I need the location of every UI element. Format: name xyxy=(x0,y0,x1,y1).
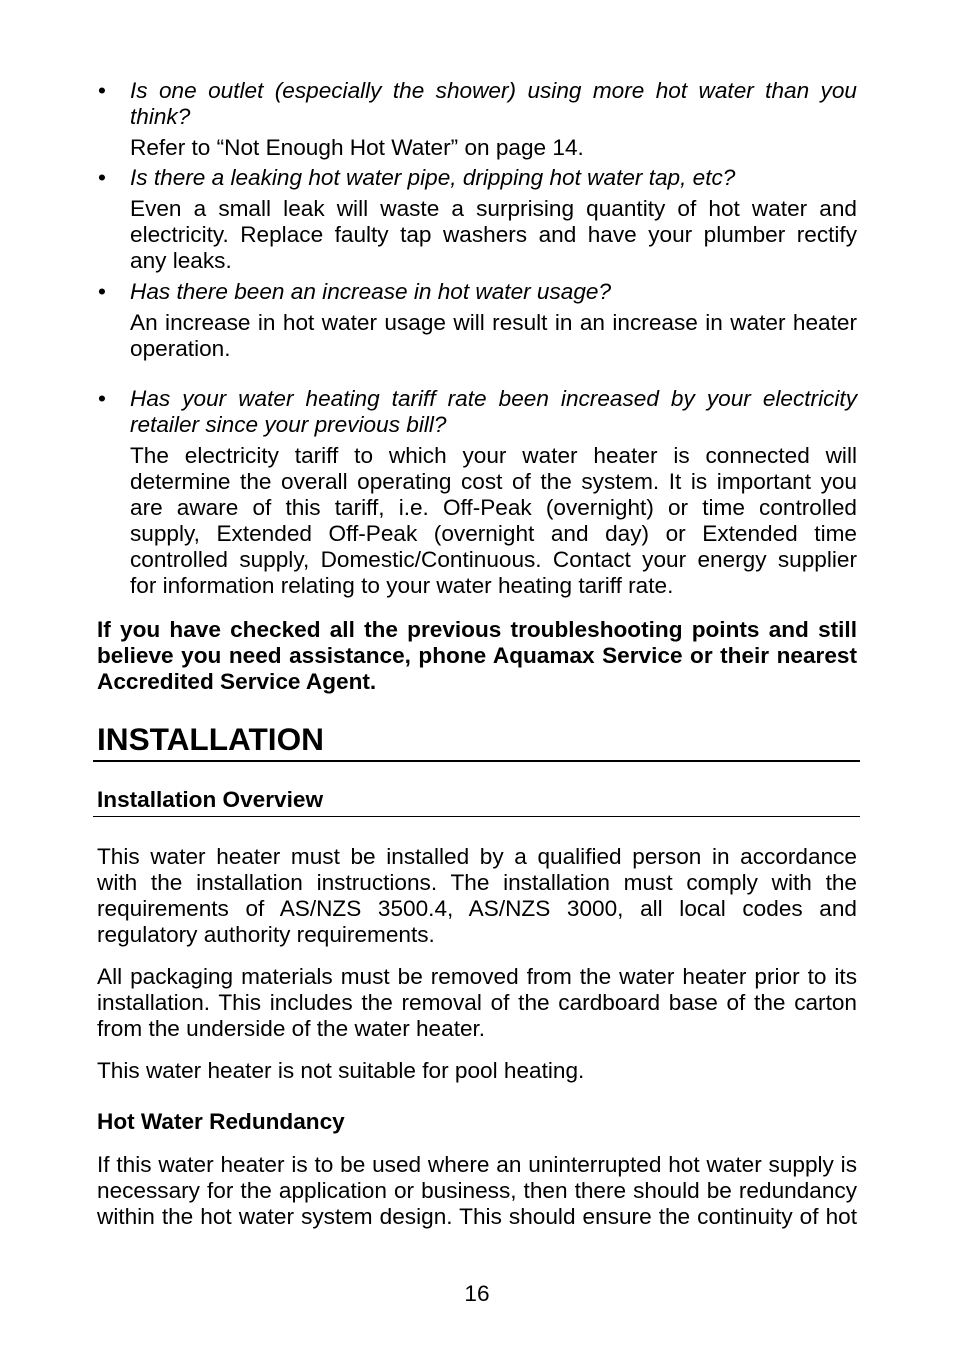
section-underline xyxy=(93,760,860,762)
bullet-marker: • xyxy=(98,165,106,190)
body-paragraph xyxy=(97,964,857,1042)
bullet-marker: • xyxy=(98,78,106,103)
bullet-question xyxy=(130,386,857,438)
text-line: Has there been an increase in hot water usage? xyxy=(130,279,612,304)
bullet-answer xyxy=(130,310,857,362)
bullet-marker: • xyxy=(98,386,106,411)
text-line: This water heater must be installed by a qualified person in accordance xyxy=(97,844,857,869)
text-line: Is one outlet (especially the shower) using more hot water than you xyxy=(130,78,857,103)
text-line: Even a small leak will waste a surprising quantity of hot water and xyxy=(130,196,857,221)
bullet-question xyxy=(130,165,857,191)
text-line: electricity. Replace faulty tap washers and have your plumber rectify xyxy=(130,222,857,247)
text-line: Has your water heating tariff rate been increased by your electricity xyxy=(130,386,857,411)
subsection-heading: Installation Overview xyxy=(97,787,324,812)
text-line: are aware of this tariff, i.e. Off-Peak (overnight) or time controlled xyxy=(130,495,857,520)
subsection-heading: Hot Water Redundancy xyxy=(97,1109,345,1134)
text-line: Accredited Service Agent. xyxy=(97,669,377,694)
text-line: for information relating to your water heating tariff rate. xyxy=(130,573,674,598)
text-line: determine the overall operating cost of the system. It is important you xyxy=(130,469,857,494)
bullet-answer xyxy=(130,196,857,274)
text-line: from the underside of the water heater. xyxy=(97,1016,486,1041)
bullet-marker: • xyxy=(98,279,106,304)
text-line: controlled supply, Domestic/Continuous. Contact your energy supplier xyxy=(130,547,857,572)
text-line: All packaging materials must be removed from the water heater prior to its xyxy=(97,964,857,989)
closing-note xyxy=(97,617,857,695)
text-line: operation. xyxy=(130,336,231,361)
subsection-underline xyxy=(93,816,860,817)
body-paragraph xyxy=(97,1058,857,1084)
text-line: with the installation instructions. The installation must comply with the xyxy=(97,870,857,895)
text-line: If you have checked all the previous troubleshooting points and still xyxy=(97,617,857,642)
text-line: any leaks. xyxy=(130,248,232,273)
text-line: Is there a leaking hot water pipe, dripping hot water tap, etc? xyxy=(130,165,736,190)
page-number: 16 xyxy=(464,1281,490,1306)
bullet-question xyxy=(130,78,857,130)
text-line: regulatory authority requirements. xyxy=(97,922,435,947)
text-line: Refer to “Not Enough Hot Water” on page 14. xyxy=(130,135,584,160)
text-line: This water heater is not suitable for pool heating. xyxy=(97,1058,585,1083)
body-paragraph xyxy=(97,1152,857,1230)
text-line: necessary for the application or business, then there should be redundancy xyxy=(97,1178,857,1203)
text-line: think? xyxy=(130,104,191,129)
bullet-answer xyxy=(130,443,857,599)
text-line: If this water heater is to be used where an uninterrupted hot water supply is xyxy=(97,1152,857,1177)
text-line: requirements of AS/NZS 3500.4, AS/NZS 3000, all local codes and xyxy=(97,896,857,921)
text-line: An increase in hot water usage will result in an increase in water heater xyxy=(130,310,857,335)
text-line: within the hot water system design. This should ensure the continuity of hot xyxy=(97,1204,857,1229)
text-line: supply, Extended Off-Peak (overnight and day) or Extended time xyxy=(130,521,857,546)
text-line: installation. This includes the removal of the cardboard base of the carton xyxy=(97,990,857,1015)
bullet-answer xyxy=(130,135,857,161)
text-line: retailer since your previous bill? xyxy=(130,412,447,437)
section-heading: INSTALLATION xyxy=(97,721,324,757)
text-line: believe you need assistance, phone Aquamax Service or their nearest xyxy=(97,643,857,668)
body-paragraph xyxy=(97,844,857,948)
bullet-question xyxy=(130,279,857,305)
text-line: The electricity tariff to which your water heater is connected will xyxy=(130,443,857,468)
